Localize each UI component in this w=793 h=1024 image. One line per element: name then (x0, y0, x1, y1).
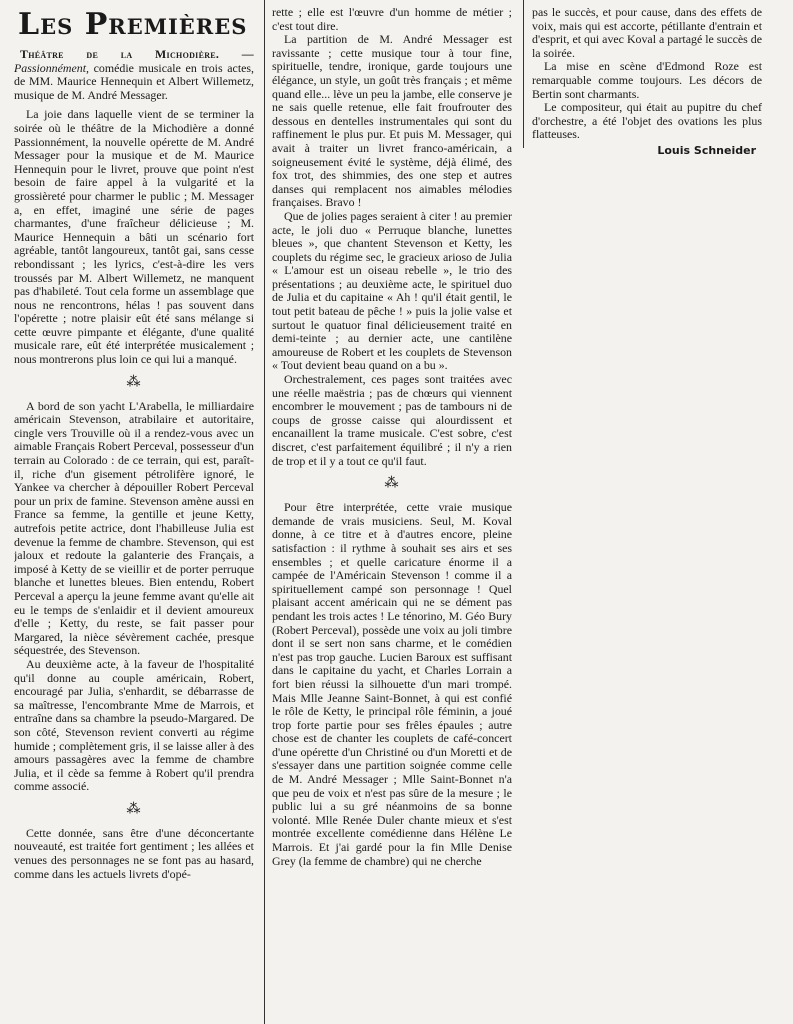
page-title: Les Premières (18, 7, 248, 42)
paragraph-continued: rette ; elle est l'œuvre d'un homme de métier ; c'est tout dire. (272, 5, 512, 33)
paragraph: La joie dans laquelle vient de se terminer la soirée où le théâtre de la Michodière a donné Passionnément, la nouvelle opérette de M. André Messager pour la musique et de M. Maurice Hennequin pour le livret, prouve que point n'est besoin de faire appel à la vulgarité et la grossièreté pour charmer le public ; M. Messager a, en effet, imaginé une série de pages charmantes, d'une fraîcheur délicieuse ; M. Maurice Hennequin a bâti un scénario fort agréable, tantôt langoureux, tantôt gai, sans cesse rebondissant ; les lyrics, c'est-à-dire les vers troussés par M. Albert Willemetz, ne manquent pas d'habileté. Tout cela forme un assemblage que nous ne rencontrons, hélas ! pas souvent dans l'opérette ; notre plaisir eût été sans mélange si cette œuvre pimpante et élégante, d'une qualité musicale rare, eût été interprétée musicalement ; nous montrerons plus loin ce qui lui a manqué. (14, 107, 254, 367)
review-subheading (14, 48, 254, 102)
author-signature: Louis Schneider (657, 143, 756, 157)
paragraph-continued: pas le succès, et pour cause, dans des effets de voix, mais qui est accorte, pétillante d'entrain et d'esprit, et qui avec Koval a partagé le succès de la soirée. (532, 5, 762, 60)
work-credits: comédie musicale en trois actes, de MM. Maurice Hennequin et Albert Willemetz, musique de M. André Messager. (14, 60, 254, 102)
work-title: Passionnément, (14, 60, 89, 75)
paragraph: Que de jolies pages seraient à citer ! au premier acte, le joli duo « Perruque blanche, lunettes bleues », que chantent Stevenson et Ketty, les couplets du régime sec, le gracieux arioso de Julia « L'amour est un oiseau rebelle », le trio des présentations ; au deuxième acte, le spirituel duo de Julia et du capitaine « Ah ! qu'il était gentil, le tout petit bateau de pêche ! » puis la jolie valse et surtout le quatuor final délicieusement traité en demi-teinte ; au dernier acte, une cantilène amoureuse de Robert et les couplets de Stevenson « Tout devient beau quand on a bu ». (272, 208, 512, 373)
paragraph: A bord de son yacht L'Arabella, le milliardaire américain Stevenson, atrabilaire et autoritaire, cingle vers Trouville où il a rendez-vous avec un aimable Français Robert Perceval, possesseur d'un terrain au Colorado : de ce terrain, qui est, paraît-il, riche d'un gisement pétrolifère ignoré, le Yankee va chercher à dépouiller Robert Perceval pour un prix de famine. Stevenson amène aussi en France sa femme, la gentille et jeune Ketty, autrefois petite actrice, dont l'habilleuse Julia est devenue la femme de chambre. Stevenson, qui est jaloux et redoute la galanterie des Français, a imposé à Ketty de se vieillir et de porter perruque blanche et lunettes bleues. Bien entendu, Robert Perceval a aperçu la jeune femme avant qu'elle ait eu le temps de s'enlaidir et il devient amoureux d'elle ; Ketty, du reste, se fait passer pour Margared, la nièce sévèrement cachée, presque séquestrée, des Stevenson. (14, 398, 254, 658)
column-3 (532, 0, 762, 1024)
column-divider (523, 0, 524, 148)
asterism-separator: ⁂ (126, 801, 142, 817)
paragraph: La partition de M. André Messager est ravissante ; cette musique tour à tour fine, spirituelle, tendre, ironique, garde toujours une élégance, un style, un goût très français ; et même quand elle... lève un peu la jambe, elle conserve je ne sais quelle retenue, elle fait froufrouter des dessous en dentelles instrumentales qui sont du raffinement le plus pur. Et puis M. Messager, qui avait à traiter un livret franco-américain, a soigneusement évité le système, déjà élimé, des fox trot, des shimmies, des one step et autres danses qui remplacent nos aimables mélodies françaises. Bravo ! (272, 32, 512, 210)
asterism-separator: ⁂ (384, 476, 400, 492)
paragraph: Au deuxième acte, à la faveur de l'hospitalité qu'il donne au couple américain, Robert, encouragé par Julia, s'enhardit, se débarrasse de sa maîtresse, l'encombrante Mme de Marrois, et entraîne dans sa chambre la pseudo-Margared. De son côté, Stevenson revient converti au régime humide ; complètement gris, il se laisse aller à des amours passagères avec la femme de chambre Julia, et il cède sa femme à Robert qu'il prendra comme associé. (14, 656, 254, 794)
paragraph: Orchestralement, ces pages sont traitées avec une réelle maëstria ; pas de chœurs qui viennent encombrer le mouvement ; pas de tambours ni de coups de grosse caisse qui alourdissent et encanaillent la trame musicale. C'est sobre, c'est discret, c'est parfaitement équilibré ; il n'y a rien de trop et il y a tout ce qu'il faut. (272, 372, 512, 468)
theatre-name: Théâtre de la Michodière. — (20, 47, 254, 61)
asterism-separator: ⁂ (126, 374, 142, 390)
paragraph: Le compositeur, qui était au pupitre du chef d'orchestre, a été l'objet des ovations les plus flatteuses. (532, 100, 762, 142)
paragraph: Pour être interprétée, cette vraie musique demande de vrais musiciens. Seul, M. Koval donne, à ce titre et à d'autres encore, pleine satisfaction : il rythme à souhait ses airs et ses ensembles ; et quelle caricature énorme il a campée de l'Américain Stevenson ! comme il a spirituellement campé son personnage ! Quel plaisant accent américain qui ne se dément pas pendant les trois actes ! Le ténorino, M. Géo Bury (Robert Perceval), possède une voix au joli timbre dont il se sert non sans charme, et le comédien n'est pas trop gauche. Lucien Baroux est suffisant dans le capitaine du yacht, et Charles Lorrain a fort bien réussi la silhouette d'un mari trompé. Mais Mlle Jeanne Saint-Bonnet, à qui est confié le rôle de Ketty, le principal rôle féminin, a joué trop forte partie pour ses frêles épaules ; autre chose est de chanter les couplets de café-concert d'une opérette d'un Christiné ou d'un Moretti et de s'essayer dans une partition soignée comme celle de M. André Messager ; Mlle Saint-Bonnet n'a que peu de voix et n'est pas sûre de la mesure ; le public lui a su gré néanmoins de sa bonne volonté. Mlle Renée Duler chante mieux et s'est montrée excellente comédienne dans Hélène Le Marrois. Et j'ai gardé pour la fin Mlle Denise Grey (la femme de chambre) qui ne cherche (272, 500, 512, 868)
paragraph: La mise en scène d'Edmond Roze est remarquable comme toujours. Les décors de Bertin sont charmants. (532, 59, 762, 101)
column-2 (272, 0, 512, 1024)
column-1 (14, 0, 254, 1024)
paragraph: Cette donnée, sans être d'une déconcertante nouveauté, est traitée fort gentiment ; les allées et venues des personnages ne se font pas au hasard, comme dans les actuels livrets d'opé- (14, 825, 254, 881)
column-divider (264, 0, 265, 1024)
